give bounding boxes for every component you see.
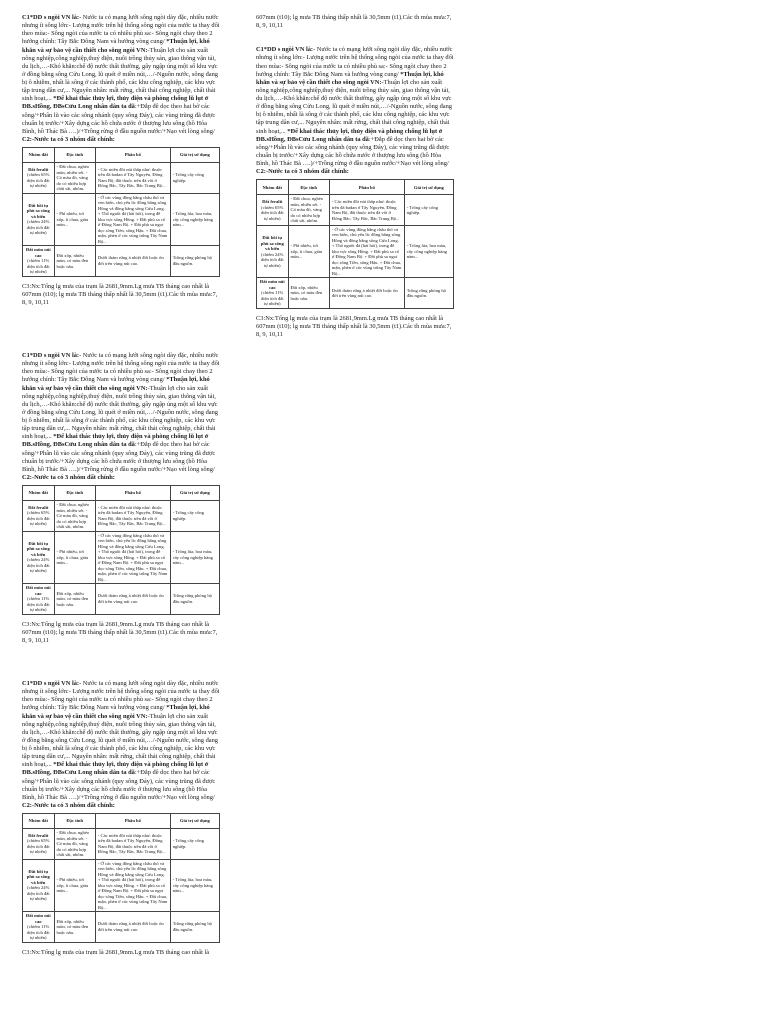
distribution-cell: - Ở các vùng đồng bằng châu thổ và ven biển, chủ yếu là: đồng bằng sông Hồng và đồng bằng sông Cửu Long. + Thổ nguồi đá (hải hói), trong đê khu vực sông Hồng. + Đất phù sa cổ ở Đông Nam Bộ. + Đất phù sa ngọt dọc sông Tiền, sông Hậu. + Đất chua, mặn, phèn ở các vùng trũng Tây Nam Bộ... bbox=[95, 193, 170, 246]
q1-lead: C1*DD s ngòi VN là: bbox=[22, 14, 80, 21]
value-cell: - Trồng cây công nghiệp. bbox=[404, 195, 453, 226]
distribution-cell: - Các miền đồi núi thấp như: thuộc trên đá badan ở Tây Nguyên, Đông Nam Bộ, đất thuộc trên đá vôi ở Đông Bắc, Tây Bắc, Bắc Trung Bộ... bbox=[95, 501, 170, 532]
soil-name-cell bbox=[257, 278, 289, 309]
trait-cell: - Đất chua, nghèo mùn, nhiều sét. - Có màu đỏ, vàng do có nhiều hợp chất sắt, nhôm. bbox=[54, 829, 95, 860]
table-header-row bbox=[23, 814, 220, 829]
note-left-2 bbox=[22, 352, 220, 645]
value-cell: - Trồng cây công nghiệp. bbox=[170, 501, 219, 532]
header-cell: Giá trị sử dụng bbox=[170, 486, 219, 501]
q3-text: :+Đắp đê dọc theo hai bờ các sông/+Phân lũ vào các sông nhánh (quy sông Đáy), các vùng trũng đã được chuẩn bị trước/+Xây dựng các hồ chứa nước ở thượng lưu sông (hồ Hòa Bình, hồ Thác Bà ….)/+Trồng rừng ở đầu nguồn nước/+Nạo vét lòng sông/ bbox=[256, 135, 450, 167]
soil-share: (chiếm 65% diện tích đất tự nhiên) bbox=[26, 510, 50, 527]
value-cell: - Trồng lúa, hoa màu, cây công nghiệp hàng năm... bbox=[170, 859, 219, 912]
header-cell: Phân bố bbox=[95, 148, 170, 163]
soil-share: (chiếm 24% diện tích đất tự nhiên) bbox=[260, 251, 284, 268]
trait-cell: Đất xốp, nhiều mùn, có màu đen hoặc nâu. bbox=[288, 278, 329, 309]
trait-cell: Đất xốp, nhiều mùn, có màu đen hoặc nâu. bbox=[54, 584, 95, 615]
soil-name-cell bbox=[23, 163, 55, 194]
soil-table bbox=[22, 485, 220, 615]
header-cell: Giá trị sử dụng bbox=[404, 180, 453, 195]
soil-share: (chiếm 65% diện tích đất tự nhiên) bbox=[26, 838, 50, 855]
q2-text: -Thuận lợi cho sản xuất nông nghiệp,công nghiệp,thuỷ điện, nuôi trồng thủy sản, giao thông vận tải, du lịch,…-Khó khăn:chế độ nước thất thường, gây ngập úng một số khu vực ở đồng bằng sông Cửu Long, lũ quét ở miền núi,…/-Nguồn nước, sông đang bị ô nhiễm, nhất là sông ở các thành phố, các khu công nghiệp, các khu vực tập trung dân cư,... Nguyên nhân: mất rừng, chất thải công nghiệp, chất thải sinh hoạt,... bbox=[256, 78, 452, 135]
q3-text: :+Đắp đê dọc theo hai bờ các sông/+Phân lũ vào các sông nhánh (quy sông Đáy), các vùng trũng đã được chuẩn bị trước/+Xây dựng các hồ chứa nước ở thượng lưu sông (hồ Hòa Bình, hồ Thác Bà ….)/+Trồng rừng ở đầu nguồn nước/+Nạo vét lòng sông/ bbox=[22, 103, 216, 135]
value-cell: - Trồng lúa, hoa màu, cây công nghiệp hàng năm... bbox=[170, 531, 219, 584]
trait-cell: - Đất chua, nghèo mùn, nhiều sét. - Có màu đỏ, vàng do có nhiều hợp chất sắt, nhôm. bbox=[288, 195, 329, 226]
note-slot bbox=[22, 680, 220, 943]
table-row bbox=[257, 225, 454, 278]
value-cell: - Trồng cây công nghiệp. bbox=[170, 829, 219, 860]
trait-cell: Đất xốp, nhiều mùn, có màu đen hoặc nâu. bbox=[54, 912, 95, 943]
carry-over-text: 607mm (t10); lg mưa TB tháng thấp nhất là 30,5mm (t1).Các th mùa mưa:7, 8, 9, 10,11 bbox=[256, 14, 452, 30]
q2-text: -Thuận lợi cho sản xuất nông nghiệp,công nghiệp,thuỷ điện, nuôi trồng thủy sản, giao thông vận tải, du lịch,…-Khó khăn:chế độ nước thất thường, gây ngập úng một số khu vực ở đồng bằng sông Cửu Long, lũ quét ở miền núi,…/-Nguồn nước, sông đang bị ô nhiễm, nhất là sông ở các thành phố, các khu công nghiệp, các khu vực tập trung dân cư,... Nguyên nhân: mất rừng, chất thải công nghiệp, chất thải sinh hoạt,... bbox=[22, 384, 218, 441]
soil-name: Đất mùn núi cao bbox=[259, 279, 285, 290]
distribution-cell: Dưới thảm rừng á nhiệt đới hoặc ôn đới trên vùng núi cao. bbox=[329, 278, 404, 309]
soil-name: Đất bồi tụ phù sa sông và biển bbox=[26, 202, 50, 219]
q3-lead: *Để khai thác thủy lợi, thủy điện và phòng chống lũ lụt ở ĐB.sHồng, ĐBsCửu Long nhân dân ta đã bbox=[22, 761, 209, 777]
header-cell: Đặc tính bbox=[54, 814, 95, 829]
table-row bbox=[23, 912, 220, 943]
q1-lead: C1*DD s ngòi VN là: bbox=[256, 46, 314, 54]
value-cell: - Trồng lúa, hoa màu, cây công nghiệp hàng năm... bbox=[404, 225, 453, 278]
soil-name: Đất bồi tụ phù sa sông và biển bbox=[26, 868, 50, 885]
c3-line: C3:Nx:Tổng lg mưa của trạm là 2681,9mm.Lg mưa TB tháng cao nhất là 607mm (t10); lg mưa TB tháng thấp nhất là 30,5mm (t1).Các th mùa mưa:7, 8, 9, 10,11 bbox=[22, 282, 218, 306]
soil-name: Đất mùn núi cao bbox=[25, 585, 51, 596]
header-cell: Nhóm đất bbox=[23, 148, 55, 163]
q1-text: - Nước ta có mạng lưới sông ngòi dày đặc, nhiều nước nhưng ít sông lớn:- Lượng nước trên hệ thống sông ngòi của nước ta thay đổi theo mùa:- Sông ngòi của nước ta có nhiều phù sa:- Sông ngòi chay theo 2 hướng chính: Tây Bắc Đông Nam và hướng vòng cung/ bbox=[22, 352, 220, 384]
note-left-3 bbox=[22, 680, 220, 957]
q1-text: - Nước ta có mạng lưới sông ngòi dày đặc, nhiều nước nhưng ít sông lớn:- Lượng nước trên hệ thống sông ngòi của nước ta thay đổi theo mùa:- Sông ngòi của nước ta có nhiều phù sa:- Sông ngòi chay theo 2 hướng chính: Tây Bắc Đông Nam và hướng vòng cung/ bbox=[256, 46, 454, 78]
soil-name: Đất feralit bbox=[262, 199, 283, 204]
table-header-row bbox=[23, 486, 220, 501]
soil-name: Đất bồi tụ phù sa sông và biển bbox=[26, 540, 50, 557]
q2-lead: *Thuận lợi, khó khăn và sự bảo vệ cần thiết cho sông ngòi VN: bbox=[22, 704, 210, 720]
soil-share: (chiếm 11% diện tích đất tự nhiên) bbox=[26, 924, 50, 940]
table-row bbox=[23, 531, 220, 584]
distribution-cell: - Các miền đồi núi thấp như: thuộc trên đá badan ở Tây Nguyên, Đông Nam Bộ, đất thuộc trên đá vôi ở Đông Bắc, Tây Bắc, Bắc Trung Bộ... bbox=[95, 829, 170, 860]
note-left-1 bbox=[22, 14, 220, 307]
q3-text: :+Đắp đê dọc theo hai bờ các sông/+Phân lũ vào các sông nhánh (quy sông Đáy), các vùng trũng đã được chuẩn bị trước/+Xây dựng các hồ chứa nước ở thượng lưu sông (hồ Hòa Bình, hồ Thác Bà ….)/+Trồng rừng ở đầu nguồn nước/+Nạo vét lòng sông/ bbox=[22, 441, 216, 473]
soil-name-cell bbox=[23, 501, 55, 532]
soil-name: Đất mùn núi cao bbox=[25, 247, 51, 258]
note-block bbox=[22, 680, 220, 943]
trait-cell: - Phì nhiêu, tơi xốp, ít chua, giàu mùn... bbox=[54, 531, 95, 584]
header-cell: Đặc tính bbox=[288, 180, 329, 195]
distribution-cell: - Các miền đồi núi thấp như: thuộc trên đá badan ở Tây Nguyên, Đông Nam Bộ, đất thuộc trên đá vôi ở Đông Bắc, Tây Bắc, Bắc Trung Bộ... bbox=[95, 163, 170, 194]
soil-name-cell bbox=[257, 195, 289, 226]
q4-lead: C2:-Nước ta có 3 nhóm đất chính: bbox=[22, 135, 115, 143]
table-row bbox=[23, 163, 220, 194]
note-block bbox=[22, 352, 220, 615]
q3-lead: *Để khai thác thủy lợi, thủy điện và phòng chống lũ lụt ở ĐB.sHồng, ĐBsCửu Long nhân dân ta đã bbox=[22, 433, 209, 449]
value-cell: Trồng rừng phòng hộ đầu nguồn. bbox=[170, 584, 219, 615]
header-cell: Nhóm đất bbox=[257, 180, 289, 195]
q3-text: :+Đắp đê dọc theo hai bờ các sông/+Phân lũ vào các sông nhánh (quy sông Đáy), các vùng trũng đã được chuẩn bị trước/+Xây dựng các hồ chứa nước ở thượng lưu sông (hồ Hòa Bình, hồ Thác Bà ….)/+Trồng rừng ở đầu nguồn nước/+Nạo vét lòng sông/ bbox=[22, 769, 216, 801]
distribution-cell: - Ở các vùng đồng bằng châu thổ và ven biển, chủ yếu là: đồng bằng sông Hồng và đồng bằng sông Cửu Long. + Thổ nguồi đá (hải hói), trong đê khu vực sông Hồng. + Đất phù sa cổ ở Đông Nam Bộ. + Đất phù sa ngọt dọc sông Tiền, sông Hậu. + Đất chua, mặn, phèn ở các vùng trũng Tây Nam Bộ... bbox=[329, 225, 404, 278]
q1-lead: C1*DD s ngòi VN là: bbox=[22, 352, 80, 359]
river-paragraph bbox=[22, 14, 220, 144]
note-slot bbox=[22, 14, 220, 277]
distribution-cell: - Ở các vùng đồng bằng châu thổ và ven biển, chủ yếu là: đồng bằng sông Hồng và đồng bằng sông Cửu Long. + Thổ nguồi đá (hải hói), trong đê khu vực sông Hồng. + Đất phù sa cổ ở Đông Nam Bộ. + Đất phù sa ngọt dọc sông Tiền, sông Hậu. + Đất chua, mặn, phèn ở các vùng trũng Tây Nam Bộ... bbox=[95, 859, 170, 912]
soil-share: (chiếm 24% diện tích đất tự nhiên) bbox=[26, 219, 50, 236]
soil-share: (chiếm 11% diện tích đất tự nhiên) bbox=[26, 596, 50, 612]
table-row bbox=[23, 501, 220, 532]
value-cell: Trồng rừng phòng hộ đầu nguồn. bbox=[170, 912, 219, 943]
table-row bbox=[257, 195, 454, 226]
soil-name-cell bbox=[23, 246, 55, 277]
header-cell: Giá trị sử dụng bbox=[170, 148, 219, 163]
header-cell: Nhóm đất bbox=[23, 814, 55, 829]
soil-share: (chiếm 65% diện tích đất tự nhiên) bbox=[260, 204, 284, 221]
table-row bbox=[23, 859, 220, 912]
soil-share: (chiếm 11% diện tích đất tự nhiên) bbox=[26, 258, 50, 274]
q4-lead: C2:-Nước ta có 3 nhóm đất chính: bbox=[256, 168, 349, 176]
value-cell: Trồng rừng phòng hộ đầu nguồn. bbox=[170, 246, 219, 277]
soil-share: (chiếm 24% diện tích đất tự nhiên) bbox=[26, 557, 50, 574]
soil-name-cell bbox=[257, 225, 289, 278]
soil-share: (chiếm 11% diện tích đất tự nhiên) bbox=[260, 290, 284, 307]
q2-lead: *Thuận lợi, khó khăn và sự bảo vệ cần thiết cho sông ngòi VN: bbox=[22, 376, 210, 392]
soil-name-cell bbox=[23, 912, 55, 943]
table-header-row bbox=[23, 148, 220, 163]
trait-cell: - Đất chua, nghèo mùn, nhiều sét. - Có màu đỏ, vàng do có nhiều hợp chất sắt, nhôm. bbox=[54, 163, 95, 194]
river-paragraph bbox=[256, 46, 454, 176]
note-block bbox=[22, 14, 220, 277]
note-right-1 bbox=[256, 14, 454, 339]
soil-table bbox=[22, 147, 220, 277]
soil-share: (chiếm 65% diện tích đất tự nhiên) bbox=[26, 172, 50, 189]
q4-lead: C2:-Nước ta có 3 nhóm đất chính: bbox=[22, 473, 115, 481]
header-cell: Giá trị sử dụng bbox=[170, 814, 219, 829]
header-cell: Đặc tính bbox=[54, 486, 95, 501]
c3-partial-line: C3:Nx:Tổng lg mưa của trạm là 2681,9mm.Lg mưa TB tháng cao nhất là bbox=[22, 948, 210, 956]
q3-lead: *Để khai thác thủy lợi, thủy điện và phòng chống lũ lụt ở ĐB.sHồng, ĐBsCửu Long nhân dân ta đã bbox=[256, 127, 443, 143]
q1-text: - Nước ta có mạng lưới sông ngòi dày đặc, nhiều nước nhưng ít sông lớn:- Lượng nước trên hệ thống sông ngòi của nước ta thay đổi theo mùa:- Sông ngòi của nước ta có nhiều phù sa:- Sông ngòi chay theo 2 hướng chính: Tây Bắc Đông Nam và hướng vòng cung/ bbox=[22, 680, 220, 712]
soil-table bbox=[22, 813, 220, 943]
q2-text: -Thuận lợi cho sản xuất nông nghiệp,công nghiệp,thuỷ điện, nuôi trồng thủy sản, giao thông vận tải, du lịch,…-Khó khăn:chế độ nước thất thường, gây ngập úng một số khu vực ở đồng bằng sông Cửu Long, lũ quét ở miền núi,…/-Nguồn nước, sông đang bị ô nhiễm, nhất là sông ở các thành phố, các khu công nghiệp, các khu vực tập trung dân cư,... Nguyên nhân: mất rừng, chất thải công nghiệp, chất thải sinh hoạt,... bbox=[22, 712, 218, 769]
header-cell: Phân bố bbox=[329, 180, 404, 195]
soil-table bbox=[256, 179, 454, 309]
table-row bbox=[23, 193, 220, 246]
table-row bbox=[23, 246, 220, 277]
value-cell: - Trồng lúa, hoa màu, cây công nghiệp hàng năm... bbox=[170, 193, 219, 246]
value-cell: - Trồng cây công nghiệp. bbox=[170, 163, 219, 194]
header-cell: Phân bố bbox=[95, 814, 170, 829]
table-header-row bbox=[257, 180, 454, 195]
table-row bbox=[23, 829, 220, 860]
river-paragraph bbox=[22, 352, 220, 482]
c3-line: C3:Nx:Tổng lg mưa của trạm là 2681,9mm.Lg mưa TB tháng cao nhất là 607mm (t10); lg mưa TB tháng thấp nhất là 30,5mm (t1).Các th mùa mưa:7, 8, 9, 10,11 bbox=[22, 620, 218, 644]
distribution-cell: - Các miền đồi núi thấp như: thuộc trên đá badan ở Tây Nguyên, Đông Nam Bộ, đất thuộc trên đá vôi ở Đông Bắc, Tây Bắc, Bắc Trung Bộ... bbox=[329, 195, 404, 226]
header-cell: Phân bố bbox=[95, 486, 170, 501]
soil-name-cell bbox=[23, 531, 55, 584]
soil-name-cell bbox=[23, 859, 55, 912]
q1-lead: C1*DD s ngòi VN là: bbox=[22, 680, 80, 687]
distribution-cell: Dưới thảm rừng á nhiệt đới hoặc ôn đới trên vùng núi cao. bbox=[95, 912, 170, 943]
trait-cell: - Phì nhiêu, tơi xốp, ít chua, giàu mùn... bbox=[288, 225, 329, 278]
distribution-cell: - Ở các vùng đồng bằng châu thổ và ven biển, chủ yếu là: đồng bằng sông Hồng và đồng bằng sông Cửu Long. + Thổ nguồi đá (hải hói), trong đê khu vực sông Hồng. + Đất phù sa cổ ở Đông Nam Bộ. + Đất phù sa ngọt dọc sông Tiền, sông Hậu. + Đất chua, mặn, phèn ở các vùng trũng Tây Nam Bộ... bbox=[95, 531, 170, 584]
soil-name-cell bbox=[23, 193, 55, 246]
trait-cell: - Phì nhiêu, tơi xốp, ít chua, giàu mùn... bbox=[54, 193, 95, 246]
c3-line: C3:Nx:Tổng lg mưa của trạm là 2681,9mm.Lg mưa TB tháng cao nhất là 607mm (t10); lg mưa TB tháng thấp nhất là 30,5mm (t1).Các th mùa mưa:7, 8, 9, 10,11 bbox=[256, 314, 452, 338]
table-row bbox=[23, 584, 220, 615]
q3-lead: *Để khai thác thủy lợi, thủy điện và phòng chống lũ lụt ở ĐB.sHồng, ĐBsCửu Long nhân dân ta đã bbox=[22, 95, 209, 111]
distribution-cell: Dưới thảm rừng á nhiệt đới hoặc ôn đới trên vùng núi cao. bbox=[95, 246, 170, 277]
q2-text: -Thuận lợi cho sản xuất nông nghiệp,công nghiệp,thuỷ điện, nuôi trồng thủy sản, giao thông vận tải, du lịch,…-Khó khăn:chế độ nước thất thường, gây ngập úng một số khu vực ở đồng bằng sông Cửu Long, lũ quét ở miền núi,…/-Nguồn nước, sông đang bị ô nhiễm, nhất là sông ở các thành phố, các khu công nghiệp, các khu vực tập trung dân cư,... Nguyên nhân: mất rừng, chất thải công nghiệp, chất thải sinh hoạt,... bbox=[22, 46, 218, 103]
trait-cell: - Đất chua, nghèo mùn, nhiều sét. - Có màu đỏ, vàng do có nhiều hợp chất sắt, nhôm. bbox=[54, 501, 95, 532]
soil-name: Đất feralit bbox=[28, 504, 49, 510]
note-block bbox=[256, 46, 454, 309]
trait-cell: - Phì nhiêu, tơi xốp, ít chua, giàu mùn... bbox=[54, 859, 95, 912]
soil-name: Đất feralit bbox=[28, 832, 49, 838]
value-cell: Trồng rừng phòng hộ đầu nguồn. bbox=[404, 278, 453, 309]
river-paragraph bbox=[22, 680, 220, 810]
trait-cell: Đất xốp, nhiều mùn, có màu đen hoặc nâu. bbox=[54, 246, 95, 277]
soil-name-cell bbox=[23, 829, 55, 860]
q2-lead: *Thuận lợi, khó khăn và sự bảo vệ cần thiết cho sông ngòi VN: bbox=[22, 38, 210, 54]
note-slot bbox=[256, 46, 454, 309]
note-slot bbox=[22, 352, 220, 615]
soil-name-cell bbox=[23, 584, 55, 615]
soil-name: Đất bồi tụ phù sa sông và biển bbox=[260, 235, 284, 251]
soil-share: (chiếm 24% diện tích đất tự nhiên) bbox=[26, 885, 50, 902]
header-cell: Nhóm đất bbox=[23, 486, 55, 501]
table-row bbox=[257, 278, 454, 309]
q1-text: - Nước ta có mạng lưới sông ngòi dày đặc, nhiều nước nhưng ít sông lớn:- Lượng nước trên hệ thống sông ngòi của nước ta thay đổi theo mùa:- Sông ngòi của nước ta có nhiều phù sa:- Sông ngòi chay theo 2 hướng chính: Tây Bắc Đông Nam và hướng vòng cung/ bbox=[22, 14, 220, 46]
distribution-cell: Dưới thảm rừng á nhiệt đới hoặc ôn đới trên vùng núi cao. bbox=[95, 584, 170, 615]
header-cell: Đặc tính bbox=[54, 148, 95, 163]
q4-lead: C2:-Nước ta có 3 nhóm đất chính: bbox=[22, 801, 115, 809]
soil-name: Đất feralit bbox=[28, 166, 49, 172]
soil-name: Đất mùn núi cao bbox=[25, 913, 51, 924]
q2-lead: *Thuận lợi, khó khăn và sự bảo vệ cần thiết cho sông ngòi VN: bbox=[256, 70, 444, 86]
